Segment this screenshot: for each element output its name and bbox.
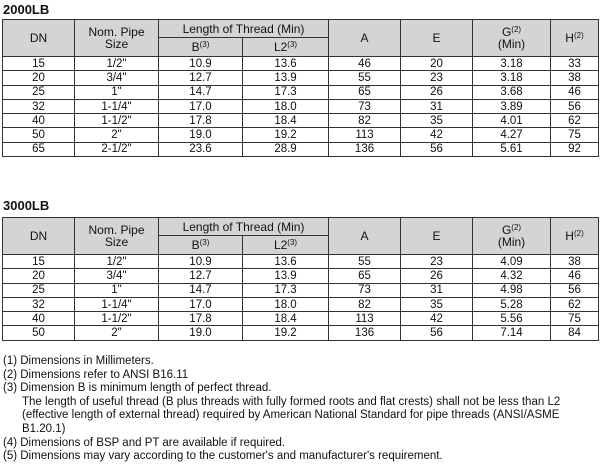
cell-g: 4.27 (473, 128, 551, 142)
cell-g: 7.14 (473, 326, 551, 340)
cell-nom-pipe-size: 1-1/4" (75, 297, 159, 311)
cell-thread-l2: 13.9 (243, 269, 329, 283)
cell-h: 62 (551, 114, 599, 128)
cell-dn: 15 (3, 57, 75, 71)
cell-thread-l2: 19.2 (243, 128, 329, 142)
cell-a: 55 (329, 255, 401, 269)
cell-a: 73 (329, 283, 401, 297)
cell-e: 26 (401, 85, 473, 99)
footnote-1: (1) Dimensions in Millimeters. (3, 355, 154, 367)
header-dn: DN (3, 218, 75, 255)
cell-thread-b: 14.7 (159, 283, 243, 297)
cell-g: 5.56 (473, 312, 551, 326)
cell-h: 38 (551, 71, 599, 85)
table-row (3, 283, 599, 297)
cell-dn: 25 (3, 283, 75, 297)
header-nom-pipe-size: Nom. Pipe Size (75, 218, 159, 255)
cell-nom-pipe-size: 1-1/2" (75, 312, 159, 326)
header-h: $H^{(2)}$ (551, 218, 599, 255)
cell-dn: 65 (3, 142, 75, 156)
cell-a: 113 (329, 312, 401, 326)
header-g: $G^{(2)}$ (Min) (473, 218, 551, 255)
header-length-of-thread: Length of Thread (Min) (159, 20, 329, 38)
cell-thread-l2: 13.6 (243, 57, 329, 71)
cell-nom-pipe-size: 1-1/2" (75, 114, 159, 128)
cell-nom-pipe-size: 1-1/4" (75, 99, 159, 113)
cell-h: 56 (551, 283, 599, 297)
cell-a: 113 (329, 128, 401, 142)
cell-g: 4.01 (473, 114, 551, 128)
cell-g: 3.89 (473, 99, 551, 113)
footnotes (3, 355, 597, 464)
cell-dn: 20 (3, 71, 75, 85)
cell-e: 56 (401, 142, 473, 156)
cell-thread-b: 12.7 (159, 71, 243, 85)
cell-nom-pipe-size: 2" (75, 128, 159, 142)
cell-thread-b: 19.0 (159, 326, 243, 340)
header-e: E (401, 218, 473, 255)
cell-dn: 25 (3, 85, 75, 99)
cell-g: 4.09 (473, 255, 551, 269)
cell-thread-b: 14.7 (159, 85, 243, 99)
cell-thread-l2: 13.9 (243, 71, 329, 85)
cell-g: 4.98 (473, 283, 551, 297)
section-title-2000lb: 2000LB (3, 2, 50, 17)
header-a: A (329, 20, 401, 57)
table-row (3, 326, 599, 340)
footnote-2: (2) Dimensions refer to ANSI B16.11 (3, 368, 189, 381)
cell-thread-b: 17.8 (159, 312, 243, 326)
header-b: $B^{(3)}$ (159, 38, 243, 57)
cell-thread-b: 19.0 (159, 128, 243, 142)
cell-thread-l2: 18.4 (243, 114, 329, 128)
header-nom-pipe-size: Nom. Pipe Size (75, 20, 159, 57)
cell-a: 65 (329, 269, 401, 283)
cell-e: 20 (401, 57, 473, 71)
cell-h: 75 (551, 312, 599, 326)
table-row (3, 57, 599, 71)
cell-thread-l2: 17.3 (243, 283, 329, 297)
cell-e: 31 (401, 283, 473, 297)
dimension-table-2000lb (2, 19, 599, 157)
cell-h: 92 (551, 142, 599, 156)
cell-h: 84 (551, 326, 599, 340)
cell-nom-pipe-size: 2" (75, 326, 159, 340)
header-length-of-thread: Length of Thread (Min) (159, 218, 329, 236)
cell-h: 46 (551, 269, 599, 283)
dimension-table-3000lb (2, 217, 599, 341)
cell-a: 136 (329, 142, 401, 156)
cell-e: 26 (401, 269, 473, 283)
cell-thread-l2: 19.2 (243, 326, 329, 340)
table-row (3, 99, 599, 113)
cell-e: 35 (401, 297, 473, 311)
cell-a: 46 (329, 57, 401, 71)
cell-thread-b: 10.9 (159, 57, 243, 71)
header-h: $H^{(2)}$ (551, 20, 599, 57)
cell-h: 33 (551, 57, 599, 71)
cell-h: 62 (551, 297, 599, 311)
cell-g: 5.61 (473, 142, 551, 156)
table-row (3, 297, 599, 311)
cell-dn: 32 (3, 297, 75, 311)
header-dn: DN (3, 20, 75, 57)
header-l2: L2$^{(3)}$ (243, 236, 329, 255)
cell-thread-b: 10.9 (159, 255, 243, 269)
cell-dn: 32 (3, 99, 75, 113)
header-a: A (329, 218, 401, 255)
footnote-5: (5) Dimensions may vary according to the customer's and manufacturer's requirement. (3, 450, 443, 463)
cell-thread-l2: 13.6 (243, 255, 329, 269)
cell-g: 3.18 (473, 57, 551, 71)
cell-dn: 50 (3, 128, 75, 142)
table-row (3, 269, 599, 283)
cell-dn: 20 (3, 269, 75, 283)
cell-g: 3.18 (473, 71, 551, 85)
cell-a: 73 (329, 99, 401, 113)
header-l2: L2$^{(3)}$ (243, 38, 329, 57)
cell-nom-pipe-size: 1/2" (75, 57, 159, 71)
table-row (3, 142, 599, 156)
cell-e: 42 (401, 312, 473, 326)
cell-e: 23 (401, 255, 473, 269)
section-title-3000lb: 3000LB (3, 198, 50, 213)
header-g: $G^{(2)}$ (Min) (473, 20, 551, 57)
cell-dn: 15 (3, 255, 75, 269)
cell-e: 23 (401, 71, 473, 85)
cell-e: 35 (401, 114, 473, 128)
cell-thread-l2: 17.3 (243, 85, 329, 99)
cell-dn: 50 (3, 326, 75, 340)
cell-e: 56 (401, 326, 473, 340)
cell-a: 55 (329, 71, 401, 85)
cell-e: 31 (401, 99, 473, 113)
table-row (3, 114, 599, 128)
cell-thread-l2: 18.0 (243, 297, 329, 311)
cell-h: 56 (551, 99, 599, 113)
cell-g: 5.28 (473, 297, 551, 311)
cell-thread-l2: 18.0 (243, 99, 329, 113)
cell-h: 75 (551, 128, 599, 142)
cell-nom-pipe-size: 3/4" (75, 269, 159, 283)
cell-thread-l2: 18.4 (243, 312, 329, 326)
cell-a: 82 (329, 297, 401, 311)
cell-thread-l2: 28.9 (243, 142, 329, 156)
table-row (3, 85, 599, 99)
cell-h: 38 (551, 255, 599, 269)
cell-thread-b: 12.7 (159, 269, 243, 283)
table-row (3, 312, 599, 326)
table-row (3, 255, 599, 269)
header-b: $B^{(3)}$ (159, 236, 243, 255)
cell-nom-pipe-size: 3/4" (75, 71, 159, 85)
table-row (3, 128, 599, 142)
cell-a: 65 (329, 85, 401, 99)
cell-nom-pipe-size: 2-1/2" (75, 142, 159, 156)
cell-g: 4.32 (473, 269, 551, 283)
header-e: E (401, 20, 473, 57)
cell-thread-b: 17.0 (159, 99, 243, 113)
cell-h: 46 (551, 85, 599, 99)
footnote-3-detail: The length of useful thread (B plus threads with fully formed roots and flat crests) shall not be less than L2 (effective length of external thread) required by American National Standard for pipe threads (ANSI/ASME B1.20.1) (22, 395, 561, 435)
cell-nom-pipe-size: 1" (75, 283, 159, 297)
table-row (3, 71, 599, 85)
footnote-4: (4) Dimensions of BSP and PT are available if required. (3, 436, 286, 449)
cell-nom-pipe-size: 1/2" (75, 255, 159, 269)
cell-nom-pipe-size: 1" (75, 85, 159, 99)
cell-g: 3.68 (473, 85, 551, 99)
cell-thread-b: 17.0 (159, 297, 243, 311)
cell-dn: 40 (3, 114, 75, 128)
cell-dn: 40 (3, 312, 75, 326)
cell-thread-b: 23.6 (159, 142, 243, 156)
cell-a: 136 (329, 326, 401, 340)
cell-e: 42 (401, 128, 473, 142)
footnote-3: (3) Dimension B is minimum length of perfect thread. (3, 382, 272, 395)
cell-thread-b: 17.8 (159, 114, 243, 128)
cell-a: 82 (329, 114, 401, 128)
